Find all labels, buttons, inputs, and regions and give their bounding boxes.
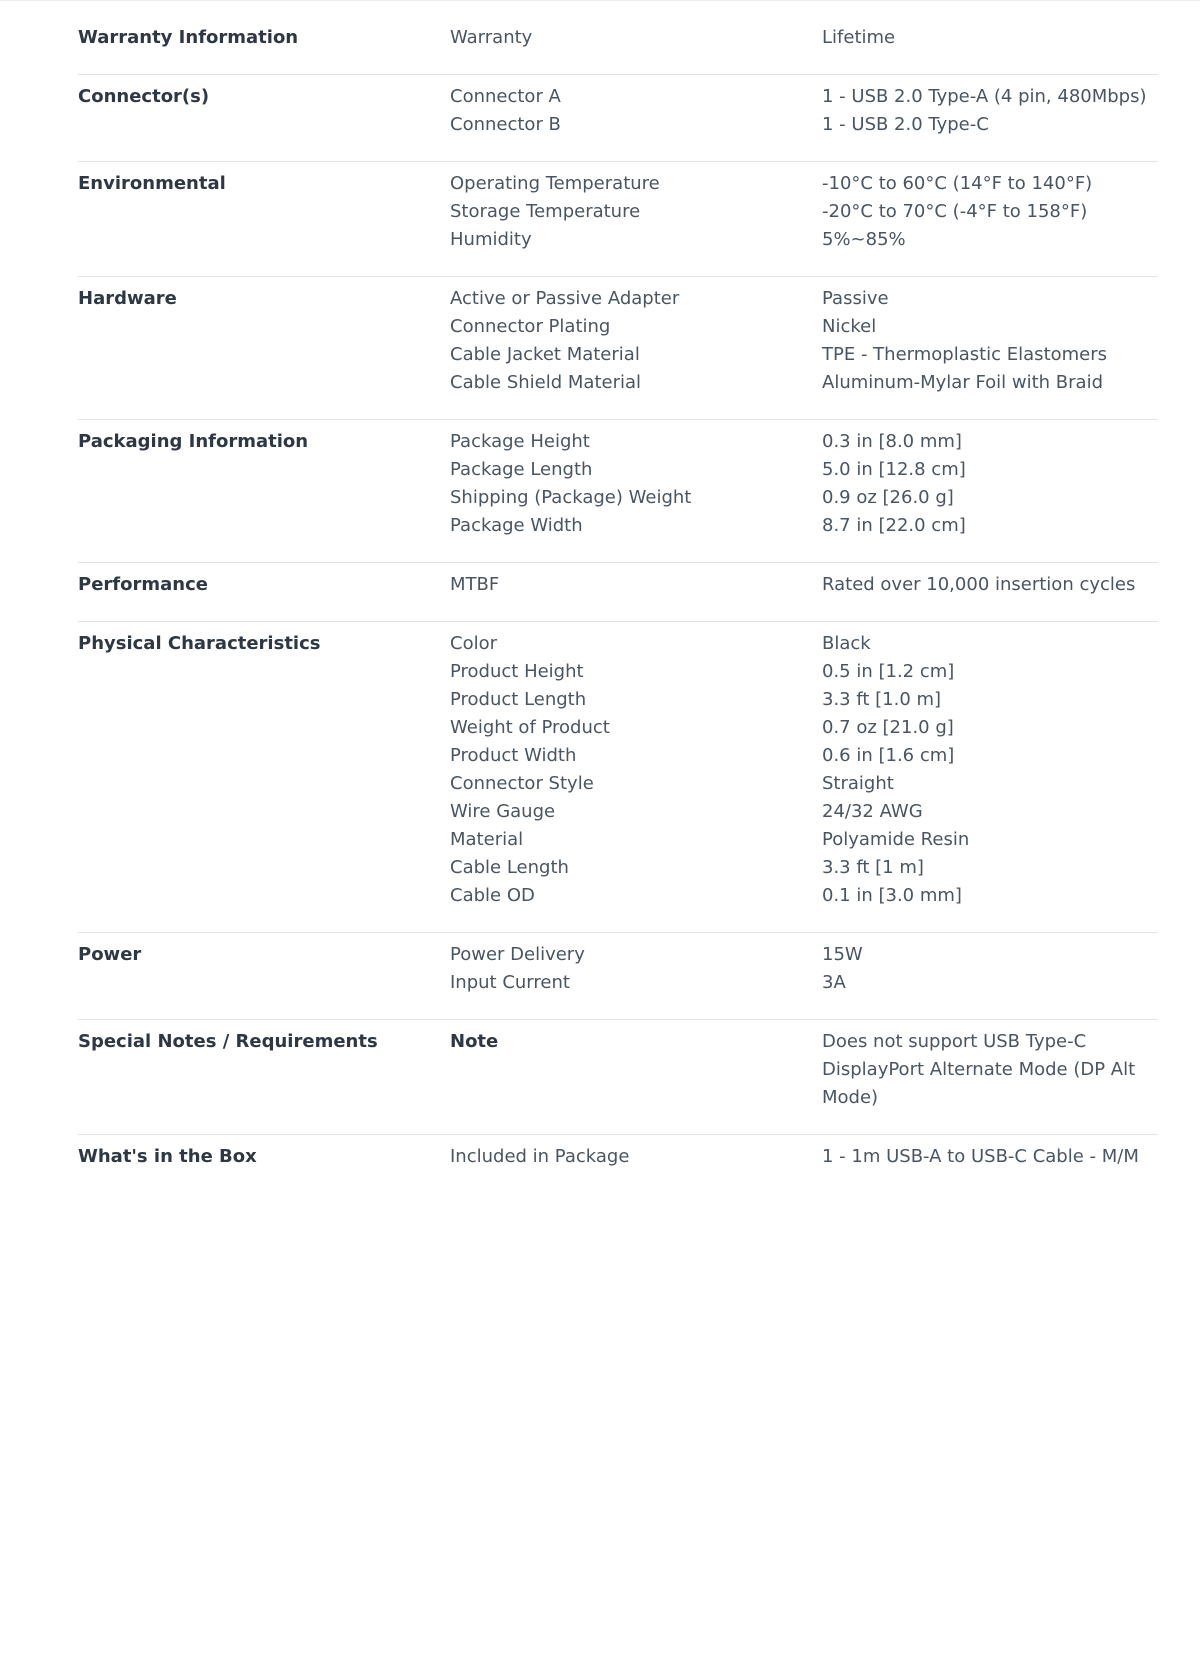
spec-value: 0.6 in [1.6 cm] (822, 745, 955, 766)
spec-label: Weight of Product (450, 717, 610, 738)
spec-label: Cable Jacket Material (450, 344, 640, 365)
spec-value: 0.7 oz [21.0 g] (822, 717, 954, 738)
spec-value: Mode) (822, 1087, 879, 1108)
spec-label: Storage Temperature (450, 201, 641, 222)
spec-value: DisplayPort Alternate Mode (DP Alt (822, 1059, 1136, 1080)
spec-value: 3.3 ft [1 m] (822, 857, 924, 878)
spec-value: 24/32 AWG (822, 801, 923, 822)
spec-category-heading: Performance (78, 574, 208, 595)
spec-value: 0.5 in [1.2 cm] (822, 661, 955, 682)
spec-value: Does not support USB Type-C (822, 1031, 1087, 1052)
spec-row (450, 854, 1158, 882)
spec-row (450, 969, 1158, 997)
spec-label: Wire Gauge (450, 801, 556, 822)
spec-row (450, 512, 1158, 540)
spec-row (450, 456, 1158, 484)
spec-category-heading: Power (78, 944, 142, 965)
spec-value: 0.3 in [8.0 mm] (822, 431, 962, 452)
specifications-table (78, 16, 1158, 1193)
spec-value: Straight (822, 773, 894, 794)
spec-label: Power Delivery (450, 944, 585, 965)
spec-label: Material (450, 829, 524, 850)
spec-row (450, 111, 1158, 139)
spec-label: Connector B (450, 114, 561, 135)
spec-label: Warranty (450, 27, 533, 48)
spec-row (450, 1143, 1158, 1171)
spec-row (450, 798, 1158, 826)
spec-value: 5%~85% (822, 229, 906, 250)
spec-value: Aluminum-Mylar Foil with Braid (822, 372, 1104, 393)
spec-row (450, 571, 1158, 599)
spec-rows (450, 83, 1158, 139)
spec-label: Humidity (450, 229, 532, 250)
spec-label: Product Height (450, 661, 584, 682)
spec-rows (450, 24, 1158, 52)
spec-value: Lifetime (822, 27, 896, 48)
spec-label: Product Length (450, 689, 587, 710)
spec-row (450, 170, 1158, 198)
spec-section (78, 16, 1158, 75)
spec-value: 0.9 oz [26.0 g] (822, 487, 954, 508)
spec-rows (450, 630, 1158, 910)
spec-category-heading: Connector(s) (78, 86, 210, 107)
spec-value: Rated over 10,000 insertion cycles (822, 574, 1136, 595)
spec-value: 1 - USB 2.0 Type-A (4 pin, 480Mbps) (822, 86, 1147, 107)
spec-label: Included in Package (450, 1146, 630, 1167)
spec-row (450, 882, 1158, 910)
spec-section (78, 1020, 1158, 1135)
spec-value: Polyamide Resin (822, 829, 970, 850)
spec-value: 3.3 ft [1.0 m] (822, 689, 942, 710)
spec-section (78, 622, 1158, 933)
spec-label: Color (450, 633, 497, 654)
spec-label (450, 1056, 822, 1084)
spec-value: TPE - Thermoplastic Elastomers (822, 344, 1108, 365)
spec-label: Package Width (450, 515, 583, 536)
spec-label: Package Length (450, 459, 593, 480)
spec-label: Note (450, 1031, 499, 1052)
spec-section (78, 1135, 1158, 1193)
spec-label: MTBF (450, 574, 500, 595)
spec-label: Cable Length (450, 857, 569, 878)
spec-label: Connector Plating (450, 316, 611, 337)
spec-rows (450, 941, 1158, 997)
spec-row (450, 1028, 1158, 1056)
spec-value: 1 - 1m USB-A to USB-C Cable - M/M (822, 1146, 1139, 1167)
spec-value: Nickel (822, 316, 877, 337)
spec-label: Cable OD (450, 885, 535, 906)
spec-row (450, 714, 1158, 742)
spec-row (450, 630, 1158, 658)
spec-section (78, 162, 1158, 277)
spec-row (450, 658, 1158, 686)
spec-value: 8.7 in [22.0 cm] (822, 515, 966, 536)
spec-value: 0.1 in [3.0 mm] (822, 885, 962, 906)
spec-value: 3A (822, 972, 846, 993)
spec-row (450, 742, 1158, 770)
spec-value: -20°C to 70°C (-4°F to 158°F) (822, 201, 1088, 222)
spec-value: Passive (822, 288, 889, 309)
spec-section (78, 563, 1158, 622)
spec-row (450, 313, 1158, 341)
spec-row (450, 484, 1158, 512)
spec-rows (450, 428, 1158, 540)
spec-category-heading: Hardware (78, 288, 177, 309)
spec-label: Operating Temperature (450, 173, 660, 194)
spec-label: Product Width (450, 745, 577, 766)
spec-category-heading: What's in the Box (78, 1146, 257, 1167)
spec-section (78, 277, 1158, 420)
spec-value: Black (822, 633, 871, 654)
spec-label: Shipping (Package) Weight (450, 487, 692, 508)
spec-row (450, 770, 1158, 798)
spec-row (450, 686, 1158, 714)
spec-row (450, 428, 1158, 456)
spec-value: 15W (822, 944, 863, 965)
spec-row (450, 285, 1158, 313)
spec-rows (450, 1028, 1158, 1112)
spec-label: Input Current (450, 972, 570, 993)
spec-rows (450, 170, 1158, 254)
spec-label: Connector Style (450, 773, 594, 794)
spec-row (450, 369, 1158, 397)
spec-row (450, 1056, 1158, 1084)
spec-value: 1 - USB 2.0 Type-C (822, 114, 989, 135)
spec-rows (450, 285, 1158, 397)
spec-row (450, 826, 1158, 854)
spec-row (450, 24, 1158, 52)
spec-category-heading: Environmental (78, 173, 226, 194)
spec-category-heading: Special Notes / Requirements (78, 1031, 378, 1052)
spec-row (450, 198, 1158, 226)
spec-section (78, 75, 1158, 162)
spec-value: 5.0 in [12.8 cm] (822, 459, 966, 480)
spec-rows (450, 571, 1158, 599)
top-divider (0, 0, 1200, 1)
spec-row (450, 1084, 1158, 1112)
spec-category-heading: Warranty Information (78, 27, 299, 48)
spec-rows (450, 1143, 1158, 1171)
spec-section (78, 420, 1158, 563)
spec-label: Cable Shield Material (450, 372, 642, 393)
spec-section (78, 933, 1158, 1020)
spec-category-heading: Packaging Information (78, 431, 309, 452)
spec-category-heading: Physical Characteristics (78, 633, 321, 654)
spec-row (450, 226, 1158, 254)
spec-label (450, 1084, 822, 1112)
spec-label: Package Height (450, 431, 590, 452)
spec-label: Active or Passive Adapter (450, 288, 680, 309)
spec-label: Connector A (450, 86, 561, 107)
spec-row (450, 941, 1158, 969)
spec-value: -10°C to 60°C (14°F to 140°F) (822, 173, 1093, 194)
spec-row (450, 341, 1158, 369)
spec-row (450, 83, 1158, 111)
